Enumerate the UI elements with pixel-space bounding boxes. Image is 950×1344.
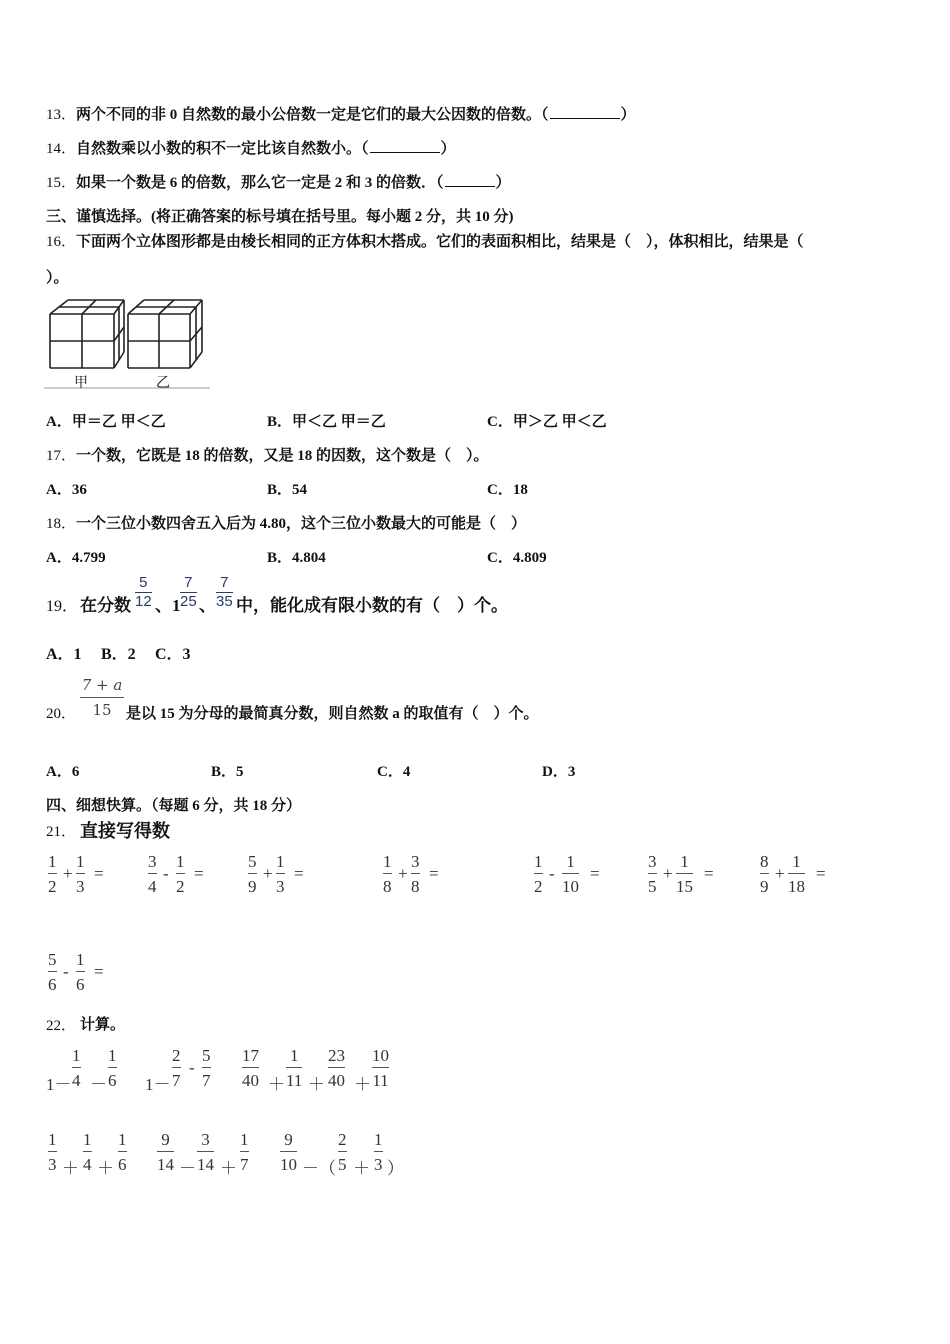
q15-number: 15． xyxy=(46,175,77,191)
q22-expr-6-operator-1: －（ xyxy=(302,1159,336,1178)
q21-item-1-operator: + xyxy=(63,864,73,883)
q13-close: ） xyxy=(620,107,636,123)
q22-expr-1-fraction-b-denominator: 6 xyxy=(108,1071,117,1090)
q21-item-8-fraction-b-numerator: 1 xyxy=(76,950,85,969)
q19-f2-numerator: 7 xyxy=(184,574,193,591)
q22-expr-4-fraction-a xyxy=(48,1130,57,1174)
q22-expr-2-fraction-a-numerator: 2 xyxy=(172,1046,181,1065)
q16-text: 下面两个立体图形都是由棱长相同的正方体积木搭成。它们的表面积相比，结果是（ ），体积相比，结果是（ xyxy=(76,234,804,250)
q21-item-6-fraction-b-numerator: 1 xyxy=(680,852,689,871)
q21-item-4-fraction-b-denominator: 8 xyxy=(411,877,420,896)
q19-fraction-2 xyxy=(180,575,197,610)
q22-expr-5-operator-1: － xyxy=(179,1159,196,1178)
q21-item-5-operator: - xyxy=(549,864,555,883)
q18-number: 18． xyxy=(46,516,77,532)
q22-expr-3-operator-3: ＋ xyxy=(354,1075,371,1094)
q22-expr-3-fraction-b xyxy=(286,1046,302,1090)
q16-option-b[interactable]: B．甲＜乙 甲＝乙 xyxy=(267,414,386,430)
q21-item-4-fraction-b-numerator: 3 xyxy=(411,852,420,871)
q21-item-7-fraction-a xyxy=(760,852,769,896)
q21-item-2-fraction-b xyxy=(176,852,185,896)
q22-expr-6-fraction-b xyxy=(338,1130,347,1174)
q13-number: 13． xyxy=(46,107,77,123)
q22-expr-4-fraction-b-numerator: 1 xyxy=(83,1130,92,1149)
q21-item-2-fraction-a xyxy=(148,852,157,896)
q21-item-5-fraction-b xyxy=(562,852,579,896)
q22-expr-3-fraction-a xyxy=(242,1046,259,1090)
q22-expr-2-fraction-b xyxy=(202,1046,211,1090)
q22-expr-5-fraction-c xyxy=(240,1130,249,1174)
q22-expr-5-fraction-c-denominator: 7 xyxy=(240,1155,249,1174)
q14-line xyxy=(46,137,456,158)
q19-f3-denominator: 35 xyxy=(216,593,233,610)
q17-option-c[interactable]: C．18 xyxy=(487,482,528,498)
q21-item-3-fraction-b-denominator: 3 xyxy=(276,877,285,896)
q21-item-4-fraction-a-denominator: 8 xyxy=(383,877,392,896)
q18-text: 一个三位小数四舍五入后为 4.80，这个三位小数最大的可能是（ ） xyxy=(76,516,527,532)
q20-number: 20． xyxy=(46,706,77,722)
q22-expr-1-fraction-a-numerator: 1 xyxy=(72,1046,81,1065)
q19-fraction-1 xyxy=(135,575,152,610)
q22-expr-4-fraction-a-denominator: 3 xyxy=(48,1155,57,1174)
q19-f3-numerator: 7 xyxy=(220,574,229,591)
q21-item-6-fraction-b xyxy=(676,852,693,896)
q22-expr-5-operator-2: ＋ xyxy=(220,1159,237,1178)
q17-text: 一个数，它既是 18 的倍数，又是 18 的因数，这个数是（ ）。 xyxy=(76,448,489,464)
q19-option-a[interactable]: A．1 xyxy=(46,646,82,663)
q22-expr-4-fraction-c xyxy=(118,1130,127,1174)
q22-expr-2-operator: - xyxy=(189,1058,195,1077)
q19-fraction-3 xyxy=(216,575,233,610)
q17-number: 17． xyxy=(46,448,77,464)
q13-answer-blank[interactable] xyxy=(550,104,620,119)
q22-expr-6-fraction-c-denominator: 3 xyxy=(374,1155,383,1174)
q21-item-3-operator: + xyxy=(263,864,273,883)
q13-text: 两个不同的非 0 自然数的最小公倍数一定是它们的最大公因数的倍数。（ xyxy=(76,107,549,123)
q22-expr-1-fraction-b-numerator: 1 xyxy=(108,1046,117,1065)
q19-f1-denominator: 12 xyxy=(135,593,152,610)
q22-expr-3-fraction-c xyxy=(328,1046,345,1090)
q19-option-c[interactable]: C．3 xyxy=(155,646,191,663)
q21-item-5-equals: = xyxy=(590,864,600,883)
q14-answer-blank[interactable] xyxy=(370,138,440,153)
cube-shape-b xyxy=(128,300,202,368)
q18-option-c[interactable]: C．4.809 xyxy=(487,550,547,566)
q21-item-7-equals: = xyxy=(816,864,826,883)
q21-item-3-fraction-a xyxy=(248,852,257,896)
section-4-heading: 四、细想快算。（每题 6 分，共 18 分） xyxy=(46,798,302,814)
q22-expr-4-fraction-b-denominator: 4 xyxy=(83,1155,92,1174)
q22-expr-1-lead: 1－ xyxy=(46,1075,72,1094)
q22-expr-6-fraction-c-numerator: 1 xyxy=(374,1130,383,1149)
q19-number: 19． xyxy=(46,598,79,615)
q22-expr-3-fraction-a-numerator: 17 xyxy=(242,1046,259,1065)
q15-line xyxy=(46,171,511,192)
q20-text: 是以 15 为分母的最简真分数，则自然数 a 的取值有（ ）个。 xyxy=(126,706,539,722)
q21-item-7-operator: + xyxy=(775,864,785,883)
q22-expr-3-fraction-d xyxy=(372,1046,389,1090)
q15-close: ） xyxy=(495,175,511,191)
q21-item-4-operator: + xyxy=(398,864,408,883)
q22-expr-4-fraction-c-denominator: 6 xyxy=(118,1155,127,1174)
q21-item-5-fraction-b-numerator: 1 xyxy=(566,852,575,871)
q21-item-1-fraction-a xyxy=(48,852,57,896)
q16-line xyxy=(46,230,804,251)
q16-cube-figure xyxy=(44,292,214,392)
q21-item-3-equals: = xyxy=(294,864,304,883)
q21-item-1-fraction-a-denominator: 2 xyxy=(48,877,57,896)
q20-option-c[interactable]: C．4 xyxy=(377,764,411,780)
q14-text: 自然数乘以小数的积不一定比该自然数小。（ xyxy=(76,141,369,157)
q20-numerator: 7 + a xyxy=(81,676,123,694)
q21-item-3-fraction-a-numerator: 5 xyxy=(248,852,257,871)
q22-expr-6-fraction-a-denominator: 10 xyxy=(280,1155,297,1174)
q22-expr-5-fraction-b-denominator: 14 xyxy=(197,1155,214,1174)
q22-expr-6-fraction-c xyxy=(374,1130,383,1174)
q14-close: ） xyxy=(440,141,456,157)
q22-expr-4-operator-1: ＋ xyxy=(62,1159,79,1178)
q21-item-5-fraction-a xyxy=(534,852,543,896)
q21-item-1-fraction-b-denominator: 3 xyxy=(76,877,85,896)
q21-item-7-fraction-b xyxy=(788,852,805,896)
q22-expr-6-fraction-a-numerator: 9 xyxy=(284,1130,293,1149)
q21-item-2-fraction-a-numerator: 3 xyxy=(148,852,157,871)
q22-expr-1-operator: － xyxy=(90,1075,107,1094)
q22-expr-2-fraction-a xyxy=(172,1046,181,1090)
q22-expr-2-lead: 1－ xyxy=(145,1075,171,1094)
q22-expr-6-operator-2: ＋ xyxy=(353,1159,370,1178)
q21-item-4-fraction-a xyxy=(383,852,392,896)
q21-item-2-operator: - xyxy=(163,864,169,883)
q22-expr-1-fraction-a xyxy=(72,1046,81,1090)
q13-line xyxy=(46,103,636,124)
q21-item-3-fraction-a-denominator: 9 xyxy=(248,877,257,896)
q21-item-3-fraction-b-numerator: 1 xyxy=(276,852,285,871)
q22-expr-5-fraction-a xyxy=(157,1130,174,1174)
q21-item-2-equals: = xyxy=(194,864,204,883)
q21-item-1-fraction-b xyxy=(76,852,85,896)
q18-line xyxy=(46,512,526,533)
q22-expr-1-fraction-b xyxy=(108,1046,117,1090)
q21-item-8-operator: - xyxy=(63,962,69,981)
q21-item-5-fraction-a-denominator: 2 xyxy=(534,877,543,896)
q21-item-1-fraction-b-numerator: 1 xyxy=(76,852,85,871)
q22-expr-3-fraction-a-denominator: 40 xyxy=(242,1071,259,1090)
q21-item-7-fraction-b-denominator: 18 xyxy=(788,877,805,896)
q19-suffix: 中，能化成有限小数的有（ ）个。 xyxy=(236,596,508,615)
q22-expr-2-fraction-b-numerator: 5 xyxy=(202,1046,211,1065)
q20-fraction xyxy=(80,676,124,720)
q22-expr-3-fraction-c-numerator: 23 xyxy=(328,1046,345,1065)
q15-answer-blank[interactable] xyxy=(445,172,495,187)
q22-expr-4-fraction-a-numerator: 1 xyxy=(48,1130,57,1149)
q17-option-a[interactable]: A．36 xyxy=(46,482,87,498)
q17-line xyxy=(46,444,489,465)
q21-item-6-operator: + xyxy=(663,864,673,883)
q16-option-a[interactable]: A．甲＝乙 甲＜乙 xyxy=(46,414,166,430)
q22-expr-6-fraction-a xyxy=(280,1130,297,1174)
q21-item-7-fraction-b-numerator: 1 xyxy=(792,852,801,871)
q22-expr-3-fraction-d-numerator: 10 xyxy=(372,1046,389,1065)
q22-expr-1-fraction-a-denominator: 4 xyxy=(72,1071,81,1090)
q22-expr-3-fraction-d-denominator: 11 xyxy=(372,1071,389,1090)
q21-item-3-fraction-b xyxy=(276,852,285,896)
q21-item-1-equals: = xyxy=(94,864,104,883)
q19-f1-numerator: 5 xyxy=(139,574,148,591)
q20-denominator: 15 xyxy=(92,701,112,719)
q21-item-2-fraction-a-denominator: 4 xyxy=(148,877,157,896)
q22-expr-5-fraction-c-numerator: 1 xyxy=(240,1130,249,1149)
q20-option-a[interactable]: A．6 xyxy=(46,764,80,780)
q14-number: 14． xyxy=(46,141,77,157)
q21-item-6-fraction-a-denominator: 5 xyxy=(648,877,657,896)
q21-item-7-fraction-a-numerator: 8 xyxy=(760,852,769,871)
q21-title: 直接写得数 xyxy=(80,821,170,841)
q18-option-a[interactable]: A．4.799 xyxy=(46,550,106,566)
q21-item-8-fraction-b xyxy=(76,950,85,994)
q22-expr-6-close: ） xyxy=(387,1159,404,1178)
q20-option-b[interactable]: B．5 xyxy=(211,764,244,780)
q21-item-2-fraction-b-denominator: 2 xyxy=(176,877,185,896)
q17-option-b[interactable]: B．54 xyxy=(267,482,308,498)
q21-number: 21． xyxy=(46,824,77,840)
q21-item-8-equals: = xyxy=(94,962,104,981)
q19-prefix: 在分数 xyxy=(80,596,131,615)
q16-line-2: ）。 xyxy=(46,270,69,286)
cube-shape-a xyxy=(50,300,124,368)
q21-item-4-fraction-b xyxy=(411,852,420,896)
q19-f2-denominator: 25 xyxy=(180,593,197,610)
q22-expr-6-fraction-b-numerator: 2 xyxy=(338,1130,347,1149)
q22-expr-3-operator-1: ＋ xyxy=(268,1075,285,1094)
q22-expr-2-fraction-b-denominator: 7 xyxy=(202,1071,211,1090)
q22-expr-5-fraction-b-numerator: 3 xyxy=(201,1130,210,1149)
q22-expr-3-fraction-b-numerator: 1 xyxy=(289,1046,299,1065)
q21-item-8-fraction-a-denominator: 6 xyxy=(48,975,57,994)
q15-text: 如果一个数是 6 的倍数，那么它一定是 2 和 3 的倍数．（ xyxy=(76,175,444,191)
q19-option-b[interactable]: B．2 xyxy=(101,646,136,663)
q22-expr-4-fraction-b xyxy=(83,1130,92,1174)
q22-expr-6-fraction-b-denominator: 5 xyxy=(338,1155,347,1174)
q19-sep-2: 、 xyxy=(199,596,216,615)
q21-item-8-fraction-a xyxy=(48,950,57,994)
q21-item-2-fraction-b-numerator: 1 xyxy=(176,852,185,871)
section-3-heading: 三、谨慎选择。(将正确答案的标号填在括号里。每小题 2 分，共 10 分) xyxy=(46,209,514,225)
q22-expr-3-fraction-b-denominator: 11 xyxy=(286,1071,303,1090)
cube-label-a: 甲 xyxy=(74,376,88,391)
q22-expr-2-fraction-a-denominator: 7 xyxy=(172,1071,181,1090)
q22-expr-3-operator-2: ＋ xyxy=(308,1075,325,1094)
q22-expr-5-fraction-a-denominator: 14 xyxy=(157,1155,174,1174)
q21-item-4-equals: = xyxy=(429,864,439,883)
q21-item-8-fraction-a-numerator: 5 xyxy=(48,950,57,969)
q16-number: 16． xyxy=(46,234,77,250)
q21-item-6-fraction-b-denominator: 15 xyxy=(676,877,693,896)
q22-expr-5-fraction-b xyxy=(197,1130,214,1174)
q20-option-d[interactable]: D．3 xyxy=(542,764,576,780)
q21-item-7-fraction-a-denominator: 9 xyxy=(760,877,769,896)
q22-title: 计算。 xyxy=(80,1017,126,1033)
q18-option-b[interactable]: B．4.804 xyxy=(267,550,326,566)
q22-expr-3-fraction-c-denominator: 40 xyxy=(328,1071,345,1090)
q16-option-c[interactable]: C．甲＞乙 甲＜乙 xyxy=(487,414,607,430)
q22-expr-4-operator-2: ＋ xyxy=(97,1159,114,1178)
q22-expr-5-fraction-a-numerator: 9 xyxy=(161,1130,170,1149)
cube-label-b: 乙 xyxy=(156,376,170,391)
q21-item-1-fraction-a-numerator: 1 xyxy=(48,852,57,871)
q21-item-4-fraction-a-numerator: 1 xyxy=(383,852,392,871)
q19-sep-1: 、1 xyxy=(155,596,181,615)
q21-item-8-fraction-b-denominator: 6 xyxy=(76,975,85,994)
q21-item-5-fraction-a-numerator: 1 xyxy=(534,852,543,871)
q22-number: 22． xyxy=(46,1018,77,1034)
q21-item-6-fraction-a-numerator: 3 xyxy=(648,852,657,871)
q21-item-6-fraction-a xyxy=(648,852,657,896)
q21-item-5-fraction-b-denominator: 10 xyxy=(562,877,579,896)
q21-item-6-equals: = xyxy=(704,864,714,883)
q22-expr-4-fraction-c-numerator: 1 xyxy=(118,1130,127,1149)
